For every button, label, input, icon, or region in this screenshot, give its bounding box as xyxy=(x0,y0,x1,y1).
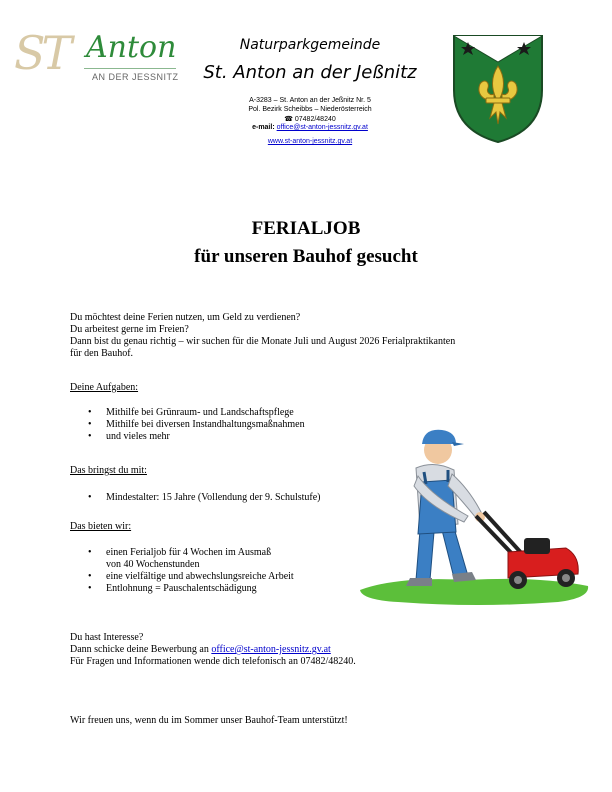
municipality-logo xyxy=(14,24,184,92)
page-subtitle: für unseren Bauhof gesucht xyxy=(194,246,418,267)
contact-line: Für Fragen und Informationen wende dich telefonisch an 07482/48240. xyxy=(70,656,356,667)
list-item: • Mithilfe bei Grünraum- und Landschaftspflege xyxy=(70,407,370,419)
header-email-link[interactable]: office@st-anton-jessnitz.gv.at xyxy=(276,124,368,131)
list-item: • Mindestalter: 15 Jahre (Vollendung der 9. Schulstufe) xyxy=(70,492,390,504)
lawn-mower-worker-illustration xyxy=(358,420,590,606)
offer-heading: Das bieten wir: xyxy=(70,521,132,532)
logo-st: ST xyxy=(14,26,69,80)
intro-line: Dann bist du genau richtig – wir suchen für die Monate Juli und August 2026 Ferialpraktikanten xyxy=(70,336,456,347)
contact-line xyxy=(70,644,490,656)
intro-line: Du arbeitest gerne im Freien? xyxy=(70,324,189,335)
contact-text xyxy=(70,632,490,668)
closing-text: Wir freuen uns, wenn du im Sommer unser Bauhof-Team unterstützt! xyxy=(70,715,348,726)
website-line xyxy=(190,138,430,145)
email-label: e-mail: xyxy=(252,124,275,131)
address-line-1: A-3283 – St. Anton an der Jeßnitz Nr. 5 xyxy=(249,97,371,104)
offer-item-1-line-2: von 40 Wochenstunden xyxy=(106,559,200,570)
page-title: FERIALJOB xyxy=(251,218,361,239)
coat-of-arms-icon xyxy=(450,32,546,144)
list-item: • Entlohnung = Pauschalentschädigung xyxy=(70,583,370,595)
tasks-list xyxy=(70,407,370,443)
offer-item-1-line-1: einen Ferialjob für 4 Wochen im Ausmaß xyxy=(106,547,272,558)
contact-line: Du hast Interesse? xyxy=(70,632,144,643)
website-link[interactable]: www.st-anton-jessnitz.gv.at xyxy=(267,138,353,145)
logo-name: Anton xyxy=(86,30,177,65)
requirements-heading: Das bringst du mit: xyxy=(70,465,147,476)
logo-subtitle: AN DER JESSNITZ xyxy=(92,72,179,82)
address-line-2: Pol. Bezirk Scheibbs – Niederösterreich xyxy=(248,106,372,113)
email-line xyxy=(190,124,430,131)
logo-divider xyxy=(84,68,176,69)
intro-line: Du möchtest deine Ferien nutzen, um Geld zu verdienen? xyxy=(70,312,301,323)
contact-prefix: Dann schicke deine Bewerbung an xyxy=(70,644,209,655)
application-email-link[interactable]: office@st-anton-jessnitz.gv.at xyxy=(211,644,331,655)
list-item xyxy=(70,547,370,571)
list-item: • Mithilfe bei diversen Instandhaltungsmaßnahmen xyxy=(70,419,370,431)
list-item: • eine vielfältige und abwechslungsreiche Arbeit xyxy=(70,571,370,583)
phone-number: ☎ 07482/48240 xyxy=(284,116,336,123)
requirements-list xyxy=(70,492,390,504)
intro-text xyxy=(70,312,540,360)
tasks-heading: Deine Aufgaben: xyxy=(70,382,139,393)
intro-line: für den Bauhof. xyxy=(70,348,134,359)
gemeinde-name: St. Anton an der Jeßnitz xyxy=(203,62,417,83)
offer-list xyxy=(70,547,370,595)
list-item: • und vieles mehr xyxy=(70,431,370,443)
gemeinde-label: Naturparkgemeinde xyxy=(239,37,381,53)
